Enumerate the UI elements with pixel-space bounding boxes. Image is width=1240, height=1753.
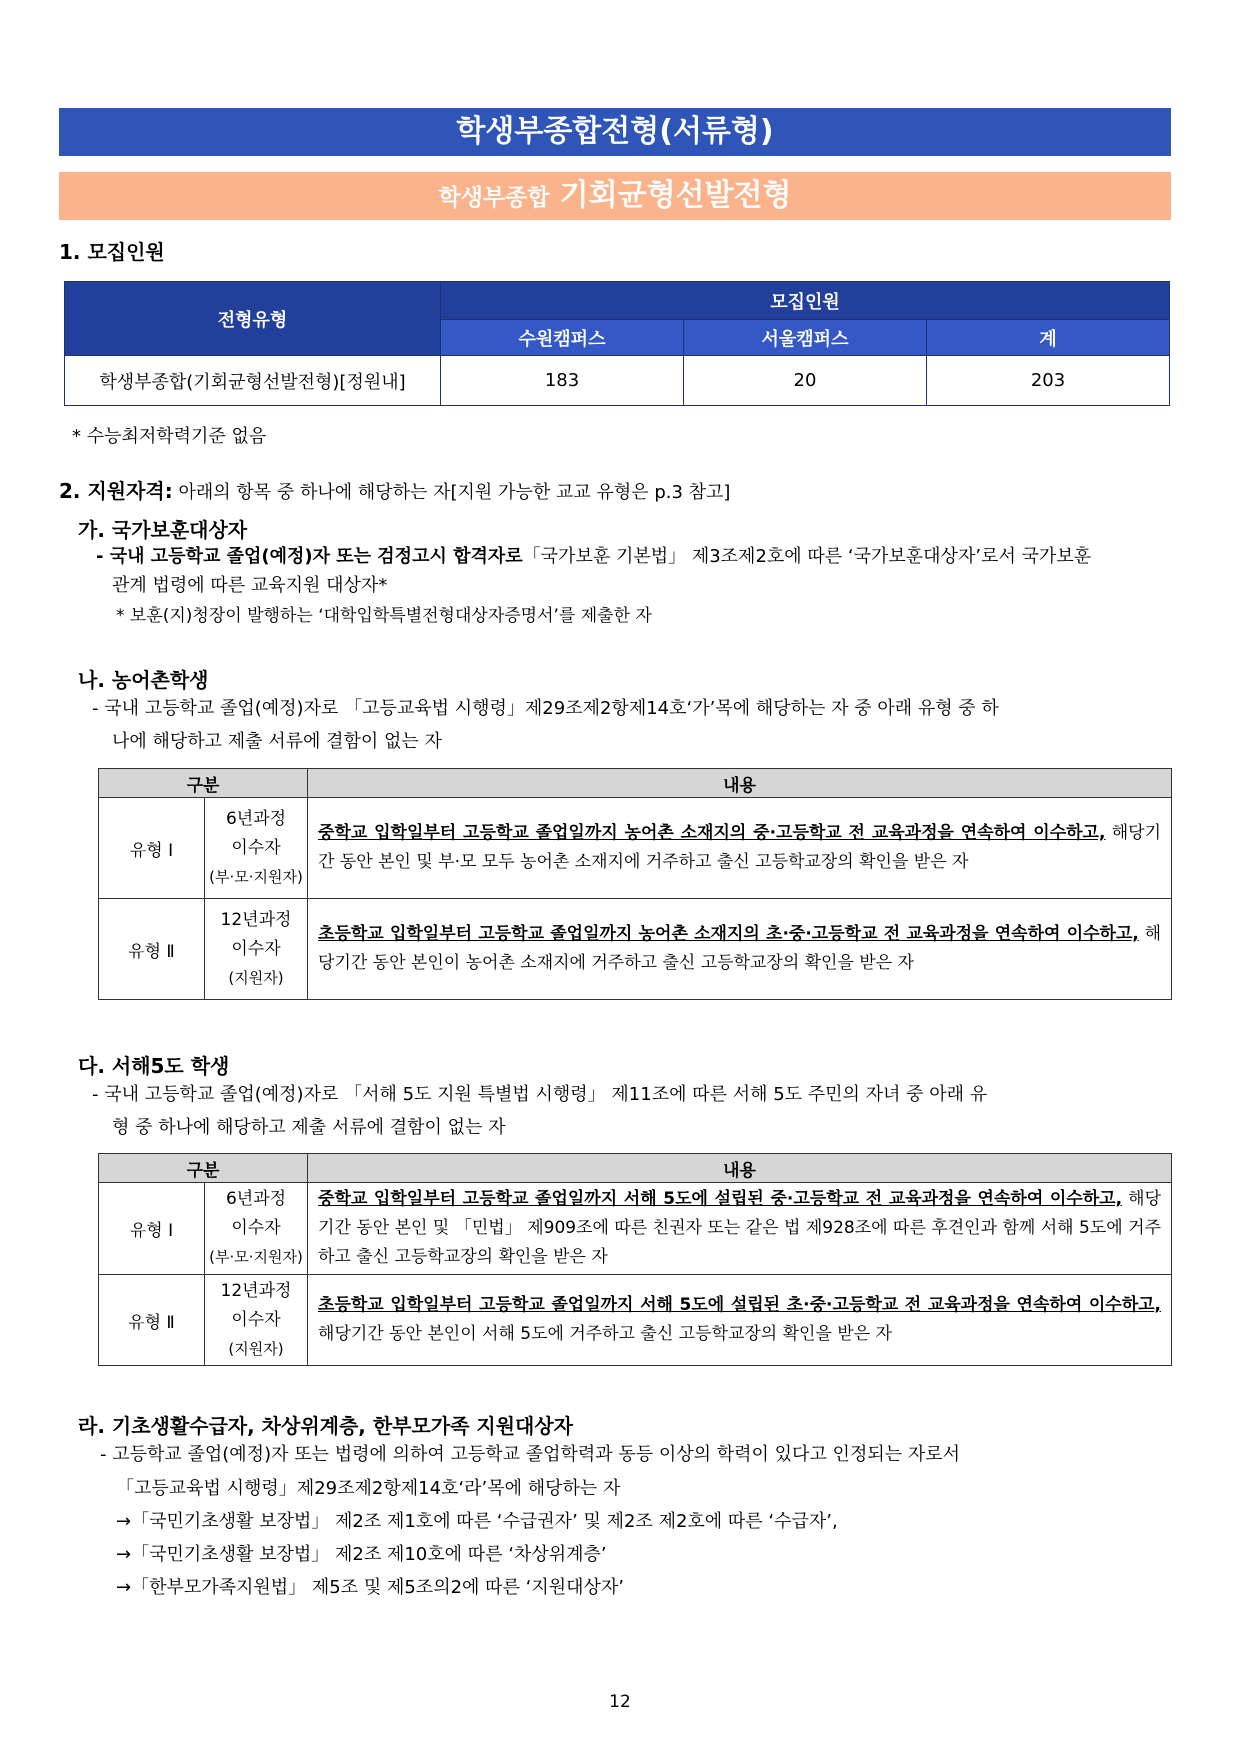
da-row1-sub3: (부·모·지원자) xyxy=(209,1248,303,1266)
ga-title: 가. 국가보훈대상자 xyxy=(78,518,248,542)
da-table xyxy=(98,1153,1172,1366)
na-row1-bold: 중학교 입학일부터 고등학교 졸업일까지 농어촌 소재지의 중·고등학교 전 교육과정을 연속하여 이수하고, xyxy=(318,823,1106,843)
da-row2-sub3: (지원자) xyxy=(228,1339,284,1358)
table-header-type: 전형유형 xyxy=(65,282,441,356)
ra-title: 라. 기초생활수급자, 차상위계층, 한부모가족 지원대상자 xyxy=(78,1414,574,1438)
table-row-label: 학생부종합(기회균형선발전형)[정원내] xyxy=(65,356,441,406)
section2-title xyxy=(59,476,730,508)
na-title: 나. 농어촌학생 xyxy=(78,668,209,692)
na-row1-sub xyxy=(205,798,308,899)
ra-item-2: →「국민기초생활 보장법」 제2조 제10호에 따른 ‘차상위계층’ xyxy=(116,1544,607,1565)
ga-line2: 관계 법령에 따른 교육지원 대상자* xyxy=(112,575,388,596)
da-row1-rest: 해당기간 동안 본인 및 「민법」 제909조에 따른 친권자 또는 같은 법 제928조에 따른 후견인과 함께 서해 5도에 거주하고 출신 고등학교장의 확인을 받은 자 xyxy=(318,1189,1162,1267)
na-row2-content xyxy=(308,899,1172,1000)
na-line1: - 국내 고등학교 졸업(예정)자로 「고등교육법 시행령」제29조제2항제14호‘가’목에 해당하는 자 중 아래 유형 중 하 xyxy=(92,698,999,719)
table-header-seoul: 서울캠퍼스 xyxy=(684,320,927,356)
na-row1-sub3: (부·모·지원자) xyxy=(209,867,303,886)
na-row1-sub2: 이수자 xyxy=(231,837,281,858)
da-row2-bold: 초등학교 입학일부터 고등학교 졸업일까지 서해 5도에 설립된 초·중·고등학교 전 교육과정을 연속하여 이수하고, xyxy=(318,1295,1162,1315)
ra-item-3: →「한부모가족지원법」 제5조 및 제5조의2에 따른 ‘지원대상자’ xyxy=(116,1577,625,1598)
table-cell-suwon: 183 xyxy=(441,356,684,406)
ga-line1-bold: - 국내 고등학교 졸업(예정)자 또는 검정고시 합격자로 xyxy=(96,546,523,567)
note-text: * 수능최저학력기준 없음 xyxy=(72,426,267,447)
recruitment-table xyxy=(64,281,1170,406)
na-row2-sub3: (지원자) xyxy=(228,968,284,987)
table-header-total: 계 xyxy=(927,320,1170,356)
na-table-header-content: 내용 xyxy=(308,769,1172,798)
subtitle-banner xyxy=(59,172,1171,220)
table-cell-seoul: 20 xyxy=(684,356,927,406)
table-cell-total: 203 xyxy=(927,356,1170,406)
da-row2-sub1: 12년과정 xyxy=(220,1280,292,1301)
da-row2-sub xyxy=(205,1275,308,1366)
da-row1-bold: 중학교 입학일부터 고등학교 졸업일까지 서해 5도에 설립된 중·고등학교 전 교육과정을 연속하여 이수하고, xyxy=(318,1189,1123,1209)
da-title: 다. 서해5도 학생 xyxy=(78,1054,230,1078)
subtitle-small: 학생부종합 xyxy=(438,185,550,211)
da-row1-type: 유형 Ⅰ xyxy=(99,1183,205,1275)
ga-line1 xyxy=(96,542,1176,572)
na-line2: 나에 해당하고 제출 서류에 결함이 없는 자 xyxy=(112,731,442,752)
da-row2-type: 유형 Ⅱ xyxy=(99,1275,205,1366)
da-row1-sub1: 6년과정 xyxy=(225,1189,287,1209)
na-row1-content xyxy=(308,798,1172,899)
na-row2-rest: 해당기간 동안 본인이 농어촌 소재지에 거주하고 출신 고등학교장의 확인을 받은 자 xyxy=(318,924,1162,973)
page-title-banner: 학생부종합전형(서류형) xyxy=(59,108,1171,156)
na-table-header-category: 구분 xyxy=(99,769,308,798)
na-row2-type: 유형 Ⅱ xyxy=(99,899,205,1000)
table-header-group: 모집인원 xyxy=(441,282,1170,320)
da-row1-sub2: 이수자 xyxy=(231,1218,281,1238)
na-row2-sub2: 이수자 xyxy=(231,938,281,959)
na-row1-sub1: 6년과정 xyxy=(225,808,287,829)
da-line1: - 국내 고등학교 졸업(예정)자로 「서해 5도 지원 특별법 시행령」 제11조에 따른 서해 5도 주민의 자녀 중 아래 유 xyxy=(92,1084,988,1105)
table-header-suwon: 수원캠퍼스 xyxy=(441,320,684,356)
da-row2-content xyxy=(308,1275,1172,1366)
page-number: 12 xyxy=(609,1692,631,1712)
ga-line3: * 보훈(지)청장이 발행하는 ‘대학입학특별전형대상자증명서’를 제출한 자 xyxy=(116,606,652,626)
ra-item-1: →「국민기초생활 보장법」 제2조 제1호에 따른 ‘수급권자’ 및 제2조 제2호에 따른 ‘수급자’, xyxy=(116,1511,838,1532)
da-row1-content xyxy=(308,1183,1172,1275)
na-row1-type: 유형 Ⅰ xyxy=(99,798,205,899)
ra-line2: 「고등교육법 시행령」제29조제2항제14호‘라’목에 해당하는 자 xyxy=(116,1478,621,1499)
ra-line1: - 고등학교 졸업(예정)자 또는 법령에 의하여 고등학교 졸업학력과 동등 이상의 학력이 있다고 인정되는 자로서 xyxy=(100,1444,960,1465)
da-row2-sub2: 이수자 xyxy=(231,1309,281,1330)
na-row1-rest: 해당기간 동안 본인 및 부·모 모두 농어촌 소재지에 거주하고 출신 고등학교장의 확인을 받은 자 xyxy=(318,823,1162,872)
da-table-header-category: 구분 xyxy=(99,1154,308,1183)
ga-line1-rest: 「국가보훈 기본법」 제3조제2호에 따른 ‘국가보훈대상자’로서 국가보훈 xyxy=(522,546,1092,567)
da-line2: 형 중 하나에 해당하고 제출 서류에 결함이 없는 자 xyxy=(112,1117,506,1138)
da-row2-rest: 해당기간 동안 본인이 서해 5도에 거주하고 출신 고등학교장의 확인을 받은 자 xyxy=(318,1324,892,1344)
na-row2-sub1: 12년과정 xyxy=(220,909,292,930)
da-row1-sub xyxy=(205,1183,308,1275)
na-table xyxy=(98,768,1172,1000)
section2-title-bold: 2. 지원자격: xyxy=(59,479,173,503)
section1-title: 1. 모집인원 xyxy=(59,240,165,264)
da-table-header-content: 내용 xyxy=(308,1154,1172,1183)
section2-title-rest: 아래의 항목 중 하나에 해당하는 자[지원 가능한 교교 유형은 p.3 참고] xyxy=(172,482,731,503)
na-row2-sub xyxy=(205,899,308,1000)
na-row2-bold: 초등학교 입학일부터 고등학교 졸업일까지 농어촌 소재지의 초·중·고등학교 전 교육과정을 연속하여 이수하고, xyxy=(318,924,1139,944)
subtitle-big: 기회균형선발전형 xyxy=(559,178,792,213)
